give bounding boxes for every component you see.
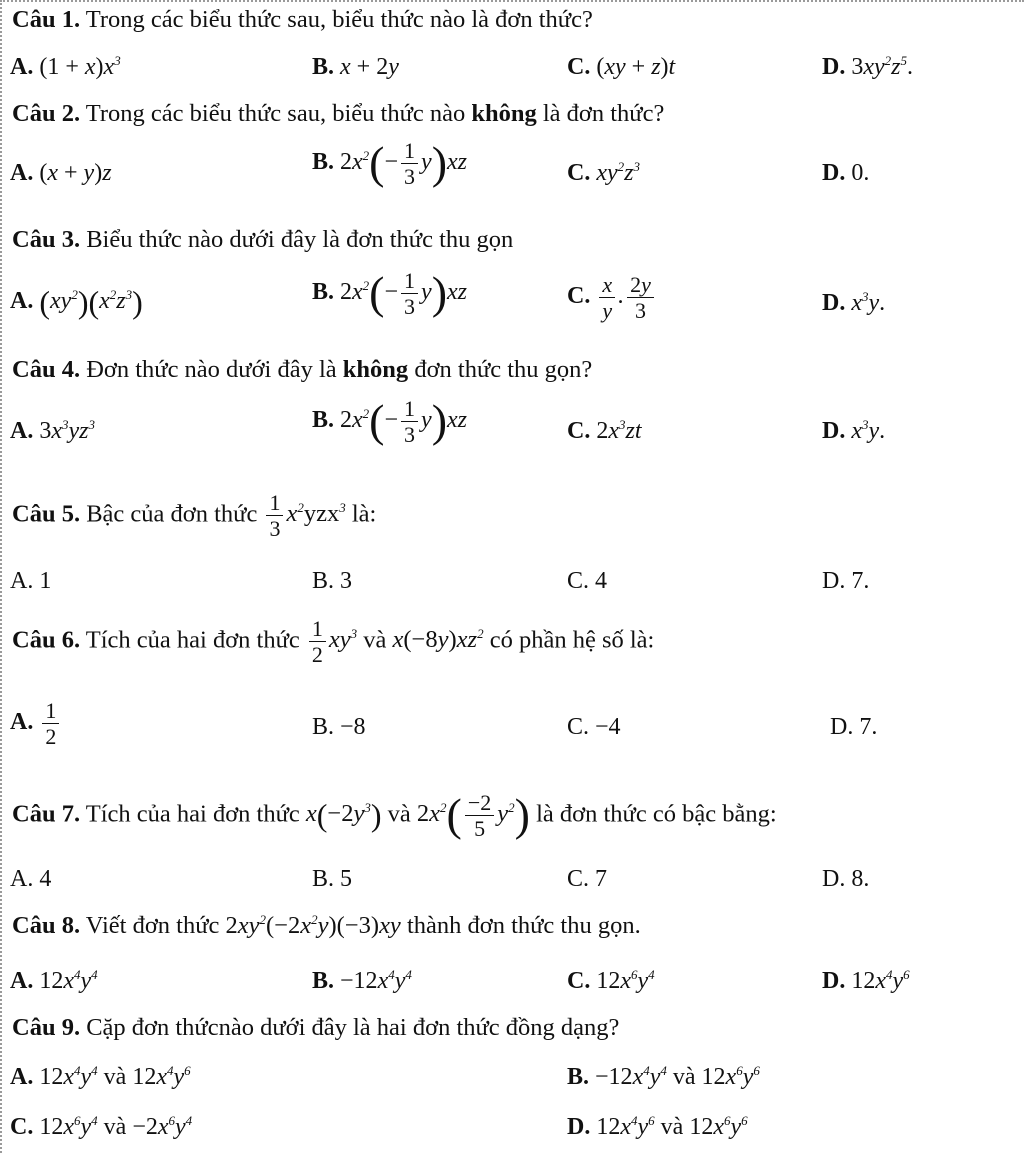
question-2: Câu 2. Trong các biểu thức sau, biểu thức nào không là đơn thức? [12,100,665,127]
q3-option-c[interactable]: C. $\frac{x}{y}$ . $\frac{2y}{3}$ [567,272,657,324]
question-8: Câu 8. Viết đơn thức $2xy^2(-2x^2y)(-3)xy$ thành đơn thức thu gọn. [12,911,641,939]
q7-option-b[interactable]: B. 5 [312,866,353,892]
math: $12x^4y^6$ [596,1113,655,1140]
question-6: Câu 6. Tích của hai đơn thức $\frac{1}{2}$ $xy^3$ và $x(-8y)xz^2$ có phần hệ số là: [12,616,655,668]
math: $2x^2$( $\frac{-2}{5}$ $y^2$) [416,789,530,842]
q1-option-a[interactable]: A. $(1 + x)x^3$ [10,53,121,80]
math: $\frac{x}{y}$ . $\frac{2y}{3}$ [596,283,657,309]
math: $\frac{1}{3}$ $x^2yzx^3$ [263,500,345,527]
q8-option-b[interactable]: B. $-12x^4y^4$ [312,967,412,994]
math: (x + y)z [39,160,112,186]
q4-option-c[interactable]: C. $2x^3zt$ [567,417,642,444]
question-1-text: Trong các biểu thức sau, biểu thức nào là đơn thức? [85,6,593,33]
question-1-label: Câu 1. [12,6,81,33]
math: $(xy^2)(x^2z^3)$ [39,284,143,320]
math: $2xy^2(-2x^2y)(-3)xy$ [225,911,401,939]
math: $\frac{1}{2}$ [42,698,59,750]
q9-option-b[interactable]: B. $-12x^4y^4$ và $12x^6y^6$ [567,1063,760,1090]
math: $x^3y$. [851,417,886,444]
math: x + 2y [340,54,399,80]
q7-option-a[interactable]: A. 4 [10,866,52,892]
math: $3x^3yz^3$ [39,417,95,444]
q1-option-b[interactable]: B. x + 2y [312,54,399,80]
math: $-12x^4y^4$ [595,1063,667,1090]
math: $xy^2z^3$ [596,159,640,186]
math: $2x^3zt$ [596,417,642,444]
math: $x(-8y)xz^2$ [392,626,484,654]
question-3: Câu 3. Biểu thức nào dưới đây là đơn thức thu gọn [12,226,514,253]
q6-option-c[interactable]: C. −4 [567,714,621,740]
math: $12x^4y^4$ [39,1063,98,1090]
math: $12x^6y^4$ [39,1113,98,1140]
q3-option-b[interactable]: B. $2x^2(-$ $\frac{1}{3}$ y)xz [312,267,468,320]
q9-option-a[interactable]: A. $12x^4y^4$ và $12x^4y^6$ [10,1063,191,1090]
q2-option-c[interactable]: C. $xy^2z^3$ [567,159,640,186]
math: $\frac{1}{2}$ $xy^3$ [306,626,357,653]
math: (xy + z)t [596,54,676,80]
math: $12x^6y^6$ [701,1063,760,1090]
q6-option-b[interactable]: B. −8 [312,714,366,740]
q4-option-d[interactable]: D. $x^3y$. [822,417,886,444]
question-9: Câu 9. Cặp đơn thứcnào dưới đây là hai đơn thức đồng dạng? [12,1014,620,1041]
q3-option-d[interactable]: D. $x^3y$. [822,289,886,316]
math: $2x^2(-$ $\frac{1}{3}$ y)xz [340,137,468,190]
question-7: Câu 7. Tích của hai đơn thức $x(-2y^3)$ và $2x^2$( $\frac{-2}{5}$ $y^2$) là đơn thức có bậc bằng: [12,789,777,842]
math: $12x^6y^6$ [689,1113,748,1140]
question-1 [12,6,593,34]
q4-option-b[interactable]: B. $2x^2(-$ $\frac{1}{3}$ y)xz [312,395,468,448]
q5-option-c[interactable]: C. 4 [567,568,608,594]
math: $2x^2(-$ $\frac{1}{3}$ y)xz [340,395,468,448]
q1-option-d[interactable]: D. $3xy^2z^5$. [822,53,913,80]
question-5: Câu 5. Bậc của đơn thức $\frac{1}{3}$ $x^2yzx^3$ là: [12,490,377,542]
math: $12x^6y^4$ [596,967,655,994]
q6-option-a[interactable]: A. $\frac{1}{2}$ [10,698,62,750]
q5-option-a[interactable]: A. 1 [10,568,52,594]
q2-option-d[interactable]: D. 0. [822,160,870,186]
math: $x(-2y^3)$ [305,797,382,834]
math: $12x^4y^4$ [39,967,98,994]
q2-option-b[interactable]: B. $2x^2(-$ $\frac{1}{3}$ y)xz [312,137,468,190]
q4-option-a[interactable]: A. $3x^3yz^3$ [10,417,95,444]
q7-option-d[interactable]: D. 8. [822,866,870,892]
q3-option-a[interactable]: A. $(xy^2)(x^2z^3)$ [10,284,143,320]
q8-option-c[interactable]: C. $12x^6y^4$ [567,967,655,994]
math: $2x^2(-$ $\frac{1}{3}$ y)xz [340,267,468,320]
question-4: Câu 4. Đơn thức nào dưới đây là không đơn thức thu gọn? [12,356,593,383]
q6-option-d[interactable]: D. 7. [830,714,878,740]
q8-option-a[interactable]: A. $12x^4y^4$ [10,967,98,994]
q5-option-d[interactable]: D. 7. [822,568,870,594]
q9-option-d[interactable]: D. $12x^4y^6$ và $12x^6y^6$ [567,1113,748,1140]
q9-option-c[interactable]: C. $12x^6y^4$ và $-2x^6y^4$ [10,1113,193,1140]
math: $x^3y$. [851,289,886,316]
math: $-2x^6y^4$ [132,1113,193,1140]
q2-option-a[interactable]: A. (x + y)z [10,160,112,186]
q7-option-c[interactable]: C. 7 [567,866,608,892]
q5-option-b[interactable]: B. 3 [312,568,353,594]
math: $12x^4y^6$ [851,967,910,994]
q1-option-c[interactable]: C. (xy + z)t [567,54,676,80]
q8-option-d[interactable]: D. $12x^4y^6$ [822,967,910,994]
math: $12x^4y^6$ [132,1063,191,1090]
math: $(1 + x)x^3$ [39,53,121,80]
math: $-12x^4y^4$ [340,967,412,994]
math: $3xy^2z^5$. [851,53,913,80]
